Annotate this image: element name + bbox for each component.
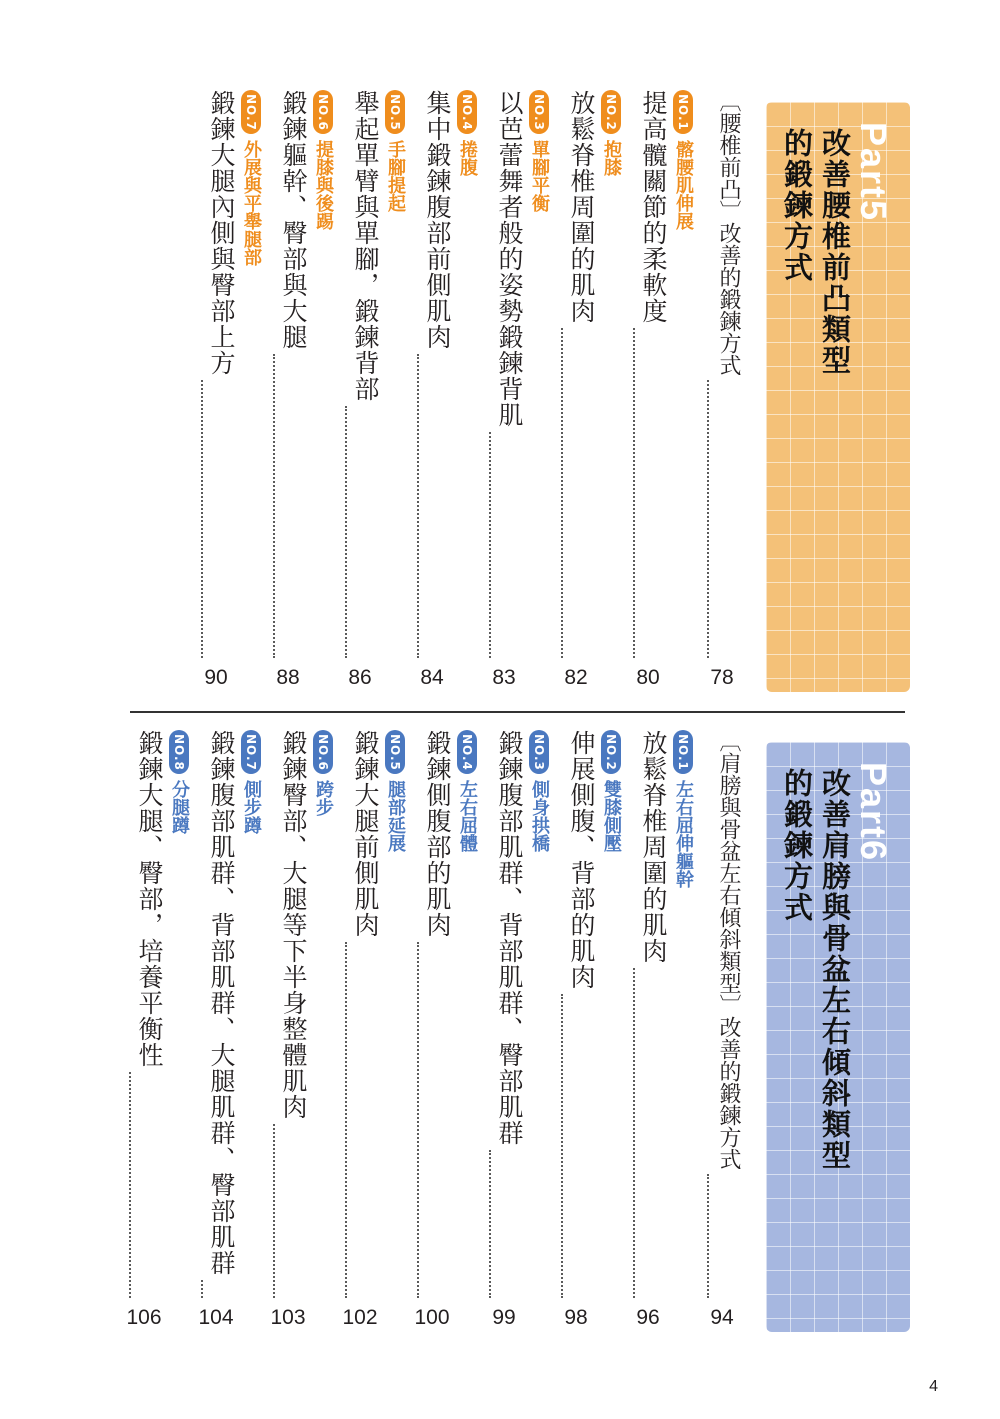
number-badge: NO.7 <box>241 730 261 774</box>
toc-entry-title: 鍛鍊大腿、臀部，培養平衡性 <box>135 730 164 1068</box>
part6-label: Part6 <box>853 762 894 863</box>
toc-entry[interactable] <box>348 90 380 690</box>
toc-entry-title: 放鬆脊椎周圍的肌肉 <box>639 730 668 964</box>
toc-subtitle: NO.1 髂腰肌伸展 <box>672 90 694 230</box>
toc-entry[interactable] <box>414 730 452 1330</box>
toc-entry-title: 鍛鍊腹部肌群、背部肌群、臀部肌群 <box>495 730 524 1146</box>
number-badge: NO.3 <box>529 90 549 134</box>
toc-subtitle: NO.7 外展與平舉腿部 <box>240 90 262 266</box>
toc-entry[interactable] <box>564 90 596 690</box>
toc-page-number: 88 <box>276 666 300 689</box>
toc-page-number: 104 <box>198 1306 234 1329</box>
toc-page-number: 98 <box>564 1306 588 1329</box>
toc-entry[interactable] <box>276 90 308 690</box>
number-badge: NO.8 <box>169 730 189 774</box>
number-badge: NO.5 <box>385 730 405 774</box>
dot-leader <box>129 1072 161 1298</box>
toc-entry-title: 〔肩膀與骨盆左右傾斜類型〕改善的鍛鍊方式 <box>716 730 741 1170</box>
page-number: 4 <box>929 1378 938 1395</box>
toc-entry[interactable] <box>342 730 380 1330</box>
toc-subtitle: NO.3 單腳平衡 <box>528 90 550 212</box>
toc-entry-part5-lead[interactable] <box>710 90 742 690</box>
toc-page-number: 83 <box>492 666 516 689</box>
toc-subtitle: NO.5 腿部延展 <box>384 730 406 852</box>
dot-leader <box>201 1280 233 1298</box>
toc-subtitle: NO.6 提膝與後踢 <box>312 90 334 230</box>
toc-entry-title: 鍛鍊腹部肌群、背部肌群、大腿肌群、臀部肌群 <box>207 730 236 1276</box>
number-badge: NO.1 <box>673 730 693 774</box>
toc-entry[interactable] <box>204 90 236 690</box>
toc-entry[interactable] <box>564 730 596 1330</box>
dot-leader <box>707 1174 739 1298</box>
dot-leader <box>273 354 305 658</box>
toc-entry[interactable] <box>270 730 308 1330</box>
toc-entry-title: 鍛鍊側腹部的肌肉 <box>423 730 452 938</box>
number-badge: NO.2 <box>601 90 621 134</box>
dot-leader <box>561 994 593 1298</box>
dot-leader <box>417 354 449 658</box>
toc-entry-title: 鍛鍊大腿內側與臀部上方 <box>207 90 236 376</box>
toc-subtitle: NO.6 跨步 <box>312 730 334 816</box>
toc-page-number: 99 <box>492 1306 516 1329</box>
dot-leader <box>417 942 449 1298</box>
toc-entry-title: 舉起單臂與單腳，鍛鍊背部 <box>351 90 380 402</box>
dot-leader <box>345 406 377 658</box>
dot-leader <box>201 380 233 658</box>
number-badge: NO.6 <box>313 730 333 774</box>
dot-leader <box>707 380 739 658</box>
toc-entry[interactable] <box>126 730 164 1330</box>
dot-leader <box>345 942 377 1298</box>
number-badge: NO.5 <box>385 90 405 134</box>
toc-subtitle: NO.2 雙膝側壓 <box>600 730 622 852</box>
toc-subtitle: NO.8 分腿蹲 <box>168 730 190 834</box>
toc-subtitle: NO.7 側步蹲 <box>240 730 262 834</box>
toc-subtitle: NO.4 捲腹 <box>456 90 478 176</box>
number-badge: NO.3 <box>529 730 549 774</box>
part5-label: Part5 <box>853 122 894 223</box>
toc-subtitle: NO.1 左右屈伸軀幹 <box>672 730 694 888</box>
toc-page-number: 86 <box>348 666 372 689</box>
number-badge: NO.7 <box>241 90 261 134</box>
number-badge: NO.2 <box>601 730 621 774</box>
toc-subtitle: NO.2 抱膝 <box>600 90 622 176</box>
dot-leader <box>273 1124 305 1298</box>
number-badge: NO.4 <box>457 730 477 774</box>
toc-subtitle: NO.4 左右屈體 <box>456 730 478 852</box>
toc-entry-part6-lead[interactable] <box>710 730 742 1330</box>
part5-title: 改善腰椎前凸類型 的鍛鍊方式 <box>780 128 852 376</box>
section-divider <box>130 711 905 713</box>
toc-page-number: 84 <box>420 666 444 689</box>
dot-leader <box>633 328 665 658</box>
toc-page-number: 82 <box>564 666 588 689</box>
dot-leader <box>489 1150 521 1298</box>
toc-entry-title: 鍛鍊軀幹、臀部與大腿 <box>279 90 308 350</box>
dot-leader <box>489 432 521 658</box>
dot-leader <box>633 968 665 1298</box>
toc-page-number: 103 <box>270 1306 306 1329</box>
number-badge: NO.6 <box>313 90 333 134</box>
toc-page-number: 78 <box>710 666 734 689</box>
dot-leader <box>561 328 593 658</box>
toc-entry-title: 〔腰椎前凸〕改善的鍛鍊方式 <box>716 90 741 376</box>
toc-page-number: 94 <box>710 1306 734 1329</box>
number-badge: NO.1 <box>673 90 693 134</box>
toc-page-number: 96 <box>636 1306 660 1329</box>
toc-page-number: 80 <box>636 666 660 689</box>
toc-page-number: 90 <box>204 666 228 689</box>
toc-page-number: 102 <box>342 1306 378 1329</box>
number-badge: NO.4 <box>457 90 477 134</box>
toc-entry[interactable] <box>636 90 668 690</box>
toc-entry-title: 以芭蕾舞者般的姿勢鍛鍊背肌 <box>495 90 524 428</box>
toc-page-number: 100 <box>414 1306 450 1329</box>
toc-entry[interactable] <box>636 730 668 1330</box>
toc-entry-title: 鍛鍊大腿前側肌肉 <box>351 730 380 938</box>
toc-page-number: 106 <box>126 1306 162 1329</box>
toc-entry[interactable] <box>420 90 452 690</box>
part5-section <box>110 90 910 690</box>
toc-entry[interactable] <box>198 730 236 1330</box>
toc-entry-title: 提高髖關節的柔軟度 <box>639 90 668 324</box>
part6-section <box>110 730 910 1330</box>
part6-title: 改善肩膀與骨盆左右傾斜類型 的鍛鍊方式 <box>780 768 852 1171</box>
toc-entry-title: 放鬆脊椎周圍的肌肉 <box>567 90 596 324</box>
toc-entry-title: 集中鍛鍊腹部前側肌肉 <box>423 90 452 350</box>
toc-entry-title: 伸展側腹、背部的肌肉 <box>567 730 596 990</box>
toc-subtitle: NO.5 手腳提起 <box>384 90 406 212</box>
part5-header-box <box>766 102 910 692</box>
toc-entry[interactable] <box>492 730 524 1330</box>
part6-header-box <box>766 742 910 1332</box>
toc-subtitle: NO.3 側身拱橋 <box>528 730 550 852</box>
toc-entry-title: 鍛鍊臀部、大腿等下半身整體肌肉 <box>279 730 308 1120</box>
toc-entry[interactable] <box>492 90 524 690</box>
